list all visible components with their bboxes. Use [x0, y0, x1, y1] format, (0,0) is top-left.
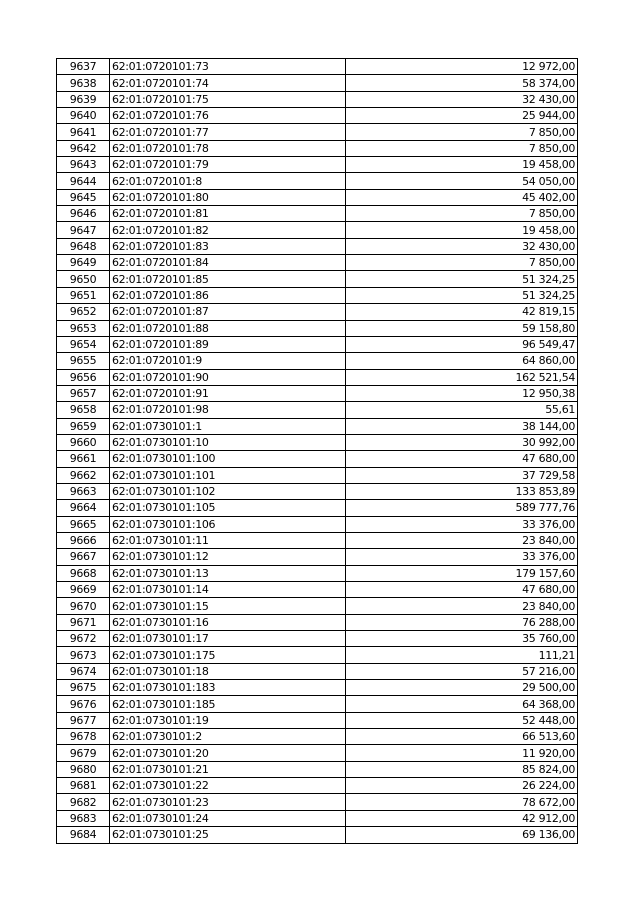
value-cell: 7 850,00 — [346, 140, 578, 156]
table-row — [57, 59, 578, 75]
table-row — [57, 206, 578, 222]
value-cell: 179 157,60 — [346, 565, 578, 581]
value-cell: 32 430,00 — [346, 91, 578, 107]
row-number-cell: 9671 — [57, 614, 110, 630]
cadastral-number-cell: 62:01:0720101:85 — [110, 271, 346, 287]
table-row — [57, 729, 578, 745]
value-cell: 12 950,38 — [346, 385, 578, 401]
table-row — [57, 304, 578, 320]
row-number-cell: 9665 — [57, 516, 110, 532]
row-number-cell: 9670 — [57, 598, 110, 614]
value-cell: 29 500,00 — [346, 680, 578, 696]
table-row — [57, 647, 578, 663]
cadastral-number-cell: 62:01:0730101:23 — [110, 794, 346, 810]
row-number-cell: 9675 — [57, 680, 110, 696]
value-cell: 11 920,00 — [346, 745, 578, 761]
value-cell: 76 288,00 — [346, 614, 578, 630]
cadastral-number-cell: 62:01:0730101:24 — [110, 810, 346, 826]
cadastral-number-cell: 62:01:0720101:91 — [110, 385, 346, 401]
cadastral-number-cell: 62:01:0720101:83 — [110, 238, 346, 254]
row-number-cell: 9657 — [57, 385, 110, 401]
table-row — [57, 320, 578, 336]
cadastral-number-cell: 62:01:0730101:19 — [110, 712, 346, 728]
row-number-cell: 9684 — [57, 827, 110, 843]
row-number-cell: 9662 — [57, 467, 110, 483]
cadastral-number-cell: 62:01:0720101:8 — [110, 173, 346, 189]
table-row — [57, 745, 578, 761]
row-number-cell: 9674 — [57, 663, 110, 679]
table-row — [57, 287, 578, 303]
table-row — [57, 712, 578, 728]
cadastral-number-cell: 62:01:0720101:84 — [110, 255, 346, 271]
table-row — [57, 336, 578, 352]
table-row — [57, 271, 578, 287]
cadastral-number-cell: 62:01:0730101:102 — [110, 483, 346, 499]
value-cell: 64 368,00 — [346, 696, 578, 712]
table-row — [57, 385, 578, 401]
cadastral-number-cell: 62:01:0730101:22 — [110, 778, 346, 794]
cadastral-number-cell: 62:01:0720101:88 — [110, 320, 346, 336]
value-cell: 25 944,00 — [346, 108, 578, 124]
table-row — [57, 663, 578, 679]
row-number-cell: 9661 — [57, 451, 110, 467]
value-cell: 23 840,00 — [346, 598, 578, 614]
cadastral-number-cell: 62:01:0720101:86 — [110, 287, 346, 303]
row-number-cell: 9663 — [57, 483, 110, 499]
cadastral-number-cell: 62:01:0720101:81 — [110, 206, 346, 222]
cadastral-number-cell: 62:01:0730101:25 — [110, 827, 346, 843]
value-cell: 32 430,00 — [346, 238, 578, 254]
cadastral-number-cell: 62:01:0730101:2 — [110, 729, 346, 745]
row-number-cell: 9679 — [57, 745, 110, 761]
table-row — [57, 532, 578, 548]
row-number-cell: 9659 — [57, 418, 110, 434]
table-row — [57, 173, 578, 189]
table-row — [57, 108, 578, 124]
value-cell: 12 972,00 — [346, 59, 578, 75]
table-row — [57, 189, 578, 205]
cadastral-number-cell: 62:01:0730101:106 — [110, 516, 346, 532]
value-cell: 589 777,76 — [346, 500, 578, 516]
cadastral-number-cell: 62:01:0720101:98 — [110, 402, 346, 418]
cadastral-number-cell: 62:01:0720101:76 — [110, 108, 346, 124]
table-row — [57, 157, 578, 173]
value-cell: 7 850,00 — [346, 124, 578, 140]
cadastral-number-cell: 62:01:0730101:11 — [110, 532, 346, 548]
value-cell: 66 513,60 — [346, 729, 578, 745]
cadastral-number-cell: 62:01:0730101:20 — [110, 745, 346, 761]
cadastral-number-cell: 62:01:0720101:79 — [110, 157, 346, 173]
cadastral-number-cell: 62:01:0730101:12 — [110, 549, 346, 565]
cadastral-number-cell: 62:01:0730101:183 — [110, 680, 346, 696]
row-number-cell: 9646 — [57, 206, 110, 222]
row-number-cell: 9683 — [57, 810, 110, 826]
table-row — [57, 222, 578, 238]
value-cell: 111,21 — [346, 647, 578, 663]
row-number-cell: 9678 — [57, 729, 110, 745]
value-cell: 19 458,00 — [346, 222, 578, 238]
table-row — [57, 418, 578, 434]
value-cell: 51 324,25 — [346, 287, 578, 303]
row-number-cell: 9641 — [57, 124, 110, 140]
row-number-cell: 9664 — [57, 500, 110, 516]
row-number-cell: 9647 — [57, 222, 110, 238]
row-number-cell: 9666 — [57, 532, 110, 548]
cadastral-number-cell: 62:01:0730101:14 — [110, 582, 346, 598]
value-cell: 7 850,00 — [346, 206, 578, 222]
row-number-cell: 9667 — [57, 549, 110, 565]
table-row — [57, 680, 578, 696]
value-cell: 54 050,00 — [346, 173, 578, 189]
row-number-cell: 9638 — [57, 75, 110, 91]
row-number-cell: 9644 — [57, 173, 110, 189]
cadastral-number-cell: 62:01:0720101:89 — [110, 336, 346, 352]
value-cell: 19 458,00 — [346, 157, 578, 173]
table-row — [57, 565, 578, 581]
table-row — [57, 467, 578, 483]
value-cell: 7 850,00 — [346, 255, 578, 271]
row-number-cell: 9682 — [57, 794, 110, 810]
table-row — [57, 255, 578, 271]
value-cell: 33 376,00 — [346, 516, 578, 532]
row-number-cell: 9637 — [57, 59, 110, 75]
row-number-cell: 9677 — [57, 712, 110, 728]
cadastral-number-cell: 62:01:0720101:80 — [110, 189, 346, 205]
table-row — [57, 614, 578, 630]
value-cell: 59 158,80 — [346, 320, 578, 336]
value-cell: 69 136,00 — [346, 827, 578, 843]
table-row — [57, 631, 578, 647]
value-cell: 78 672,00 — [346, 794, 578, 810]
table-row — [57, 369, 578, 385]
row-number-cell: 9668 — [57, 565, 110, 581]
value-cell: 45 402,00 — [346, 189, 578, 205]
table-row — [57, 516, 578, 532]
cadastral-number-cell: 62:01:0730101:185 — [110, 696, 346, 712]
value-cell: 55,61 — [346, 402, 578, 418]
value-cell: 47 680,00 — [346, 582, 578, 598]
table-row — [57, 353, 578, 369]
row-number-cell: 9676 — [57, 696, 110, 712]
table-row — [57, 549, 578, 565]
table-row — [57, 238, 578, 254]
cadastral-number-cell: 62:01:0720101:90 — [110, 369, 346, 385]
table-row — [57, 761, 578, 777]
value-cell: 58 374,00 — [346, 75, 578, 91]
table-row — [57, 483, 578, 499]
row-number-cell: 9648 — [57, 238, 110, 254]
cadastral-number-cell: 62:01:0730101:17 — [110, 631, 346, 647]
value-cell: 64 860,00 — [346, 353, 578, 369]
table-body — [57, 59, 578, 844]
row-number-cell: 9650 — [57, 271, 110, 287]
table-row — [57, 582, 578, 598]
cadastral-number-cell: 62:01:0730101:16 — [110, 614, 346, 630]
table-row — [57, 500, 578, 516]
row-number-cell: 9658 — [57, 402, 110, 418]
value-cell: 37 729,58 — [346, 467, 578, 483]
value-cell: 23 840,00 — [346, 532, 578, 548]
cadastral-number-cell: 62:01:0730101:10 — [110, 434, 346, 450]
table-row — [57, 75, 578, 91]
table-row — [57, 402, 578, 418]
table-row — [57, 124, 578, 140]
row-number-cell: 9652 — [57, 304, 110, 320]
row-number-cell: 9643 — [57, 157, 110, 173]
row-number-cell: 9672 — [57, 631, 110, 647]
value-cell: 52 448,00 — [346, 712, 578, 728]
row-number-cell: 9681 — [57, 778, 110, 794]
cadastral-number-cell: 62:01:0730101:13 — [110, 565, 346, 581]
cadastral-number-cell: 62:01:0720101:82 — [110, 222, 346, 238]
cadastral-number-cell: 62:01:0720101:74 — [110, 75, 346, 91]
value-cell: 42 819,15 — [346, 304, 578, 320]
row-number-cell: 9645 — [57, 189, 110, 205]
row-number-cell: 9640 — [57, 108, 110, 124]
value-cell: 47 680,00 — [346, 451, 578, 467]
table-row — [57, 794, 578, 810]
row-number-cell: 9639 — [57, 91, 110, 107]
value-cell: 162 521,54 — [346, 369, 578, 385]
value-cell: 30 992,00 — [346, 434, 578, 450]
cadastral-number-cell: 62:01:0720101:73 — [110, 59, 346, 75]
cadastral-value-table — [56, 58, 578, 844]
table-row — [57, 91, 578, 107]
table-row — [57, 434, 578, 450]
row-number-cell: 9654 — [57, 336, 110, 352]
row-number-cell: 9656 — [57, 369, 110, 385]
table-row — [57, 827, 578, 843]
cadastral-number-cell: 62:01:0720101:75 — [110, 91, 346, 107]
cadastral-number-cell: 62:01:0720101:77 — [110, 124, 346, 140]
value-cell: 133 853,89 — [346, 483, 578, 499]
cadastral-number-cell: 62:01:0730101:15 — [110, 598, 346, 614]
cadastral-number-cell: 62:01:0720101:78 — [110, 140, 346, 156]
row-number-cell: 9660 — [57, 434, 110, 450]
value-cell: 26 224,00 — [346, 778, 578, 794]
cadastral-number-cell: 62:01:0720101:9 — [110, 353, 346, 369]
value-cell: 96 549,47 — [346, 336, 578, 352]
cadastral-number-cell: 62:01:0730101:105 — [110, 500, 346, 516]
row-number-cell: 9669 — [57, 582, 110, 598]
row-number-cell: 9655 — [57, 353, 110, 369]
row-number-cell: 9673 — [57, 647, 110, 663]
table-row — [57, 140, 578, 156]
cadastral-number-cell: 62:01:0720101:87 — [110, 304, 346, 320]
cadastral-number-cell: 62:01:0730101:21 — [110, 761, 346, 777]
value-cell: 33 376,00 — [346, 549, 578, 565]
table-row — [57, 778, 578, 794]
value-cell: 57 216,00 — [346, 663, 578, 679]
cadastral-number-cell: 62:01:0730101:175 — [110, 647, 346, 663]
cadastral-number-cell: 62:01:0730101:18 — [110, 663, 346, 679]
cadastral-number-cell: 62:01:0730101:101 — [110, 467, 346, 483]
value-cell: 42 912,00 — [346, 810, 578, 826]
value-cell: 85 824,00 — [346, 761, 578, 777]
value-cell: 38 144,00 — [346, 418, 578, 434]
row-number-cell: 9651 — [57, 287, 110, 303]
table-row — [57, 810, 578, 826]
value-cell: 51 324,25 — [346, 271, 578, 287]
table-row — [57, 598, 578, 614]
row-number-cell: 9642 — [57, 140, 110, 156]
row-number-cell: 9649 — [57, 255, 110, 271]
value-cell: 35 760,00 — [346, 631, 578, 647]
row-number-cell: 9680 — [57, 761, 110, 777]
cadastral-number-cell: 62:01:0730101:100 — [110, 451, 346, 467]
cadastral-number-cell: 62:01:0730101:1 — [110, 418, 346, 434]
table-row — [57, 696, 578, 712]
table-row — [57, 451, 578, 467]
row-number-cell: 9653 — [57, 320, 110, 336]
